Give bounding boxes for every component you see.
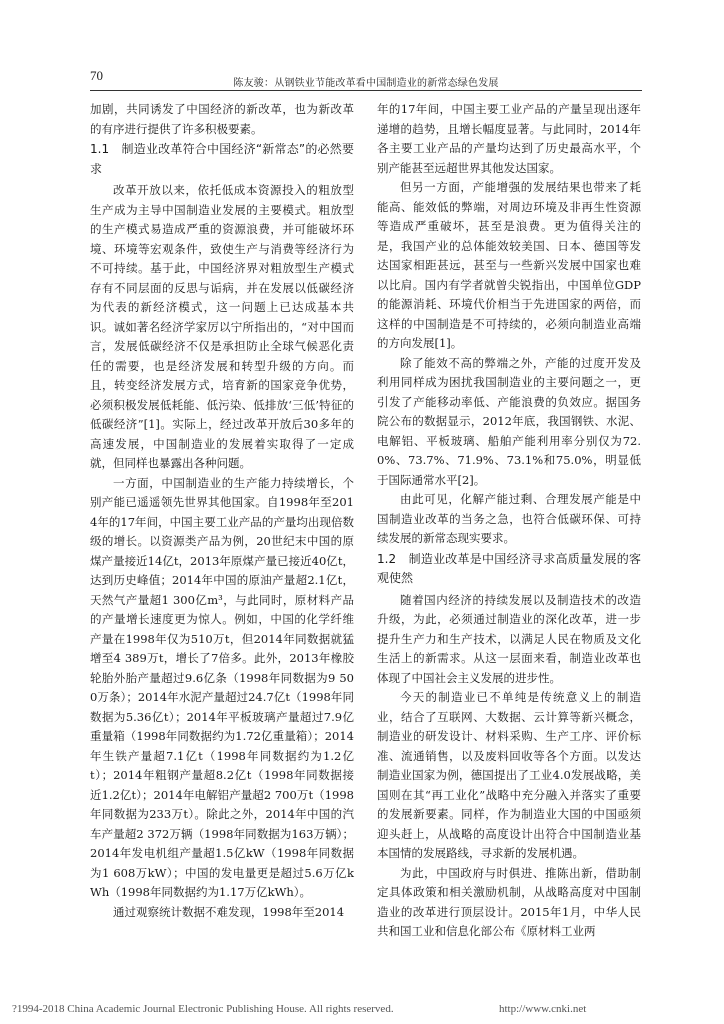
paragraph: 加剧，共同诱发了中国经济的新改革，也为新改革的有序进行提供了许多积极要素。 bbox=[90, 102, 354, 136]
paragraph: 除了能效不高的弊端之外，产能的过度开发及利用同样成为困扰我国制造业的主要问题之一，更引发了产能移动率低、产能浪费的负效应。据国务院公布的数据显示，2012年底，我国钢铁、水泥、电解铝、平板玻璃、船舶产能利用率分别仅为72.0%、73.7%、71.9%、73.1%和75.0%，明显低于国际通常水平[2]。 bbox=[377, 355, 641, 487]
paragraph: 今天的制造业已不单纯是传统意义上的制造业，结合了互联网、大数据、云计算等新兴概念，制造业的研发设计、材料采购、生产工序、评价标准、流通销售，以及废料回收等各个方面。以发达制造业国家为例，德国提出了工业4.0发展战略，美国则在其“再工业化”战略中充分融入并落实了重要的发展新要素。同样，作为制造业大国的中国亟须迎头赶上，从战略的高度设计出符合中国制造业基本国情的发展路线，寻求新的发展机遇。 bbox=[377, 690, 641, 860]
right-column bbox=[377, 100, 641, 942]
footer-url[interactable]: http://www.cnki.net bbox=[499, 1003, 587, 1015]
paragraph: 但另一方面，产能增强的发展结果也带来了耗能高、能效低的弊端，对周边环境及非再生性资源等造成严重破坏，甚至是浪费。更为值得关注的是，我国产业的总体能效较美国、日本、德国等发达国家相距甚远，甚至与一些新兴发展中国家也难以比肩。国内有学者就曾尖锐指出，中国单位GDP的能源消耗、环境代价相当于先进国家的两倍，而这样的中国制造是不可持续的，必须向制造业高端的方向发展[1]。 bbox=[377, 180, 641, 350]
paragraph: 一方面，中国制造业的生产能力持续增长，个别产能已遥遥领先世界其他国家。自1998年至2014年的17年间，中国主要工业产品的产量均出现倍数级的增长。以资源类产品为例，20世纪末中国的原煤产量接近14亿t，2013年原煤产量已接近40亿t，达到历史峰值；2014年中国的原油产量超2.1亿t，天然气产量超1 300亿m³，与此同时，原材料产品的产量增长速度更为惊人。例如，中国的化学纤维产量在1998年仅为510万t，但2014年同数据就猛增至4 389万t，增长了7倍多。此外，2013年橡胶轮胎外胎产量超过9.6亿条（1998年同数据为9 500万条）；2014年水泥产量超过24.7亿t（1998年同数据为5.36亿t）；2014年平板玻璃产量超过7.9亿重量箱（1998年同数据约为1.72亿重量箱）；2014年生铁产量超7.1亿t（1998年同数据约为1.2亿t）；2014年粗钢产量超8.2亿t（1998年同数据接近1.2亿t）；2014年电解铝产量超2 700万t（1998年同数据为233万t）。除此之外，2014年中国的汽车产量超2 372万辆（1998年同数据为163万辆）；2014年发电机组产量超1.5亿kW（1998年同数据为1 608万kW）；中国的发电量更是超过5.6万亿kWh（1998年同数据约为1.17万亿kWh）。 bbox=[90, 475, 354, 899]
paragraph: 由此可见，化解产能过剩、合理发展产能是中国制造业改革的当务之急，也符合低碳环保、可持续发展的新常态现实要求。 bbox=[377, 492, 641, 545]
paragraph: 为此，中国政府与时俱进、推陈出新，借助制定具体政策和相关激励机制，从战略高度对中国制造业的改革进行顶层设计。2015年1月，中华人民共和国工业和信息化部公布《原材料工业两 bbox=[377, 865, 641, 938]
page-number: 70 bbox=[90, 68, 103, 83]
paragraph: 随着国内经济的持续发展以及制造技术的改造升级，为此，必须通过制造业的深化改革，进一步提升生产力和生产技术，以满足人民在物质及文化生活上的新需求。从这一层面来看，制造业改革也体现了中国社会主义发展的进步性。 bbox=[377, 592, 641, 685]
running-header bbox=[90, 68, 642, 91]
page-footer bbox=[12, 1003, 587, 1015]
paragraph: 改革开放以来，依托低成本资源投入的粗放型生产成为主导中国制造业发展的主要模式。粗放型的生产模式易造成严重的资源浪费，并可能破坏环境、环境等宏观条件，致使生产与消费等经济行为不可持续。基于此，中国经济界对粗放型生产模式存有不同层面的反思与诟病，并在发展以低碳经济为代表的新经济模式，这一问题上已达成基本共识。诚如著名经济学家厉以宁所指出的，“对中国而言，发展低碳经济不仅是承担防止全球气候恶化责任的需要，也是经济发展和转型升级的方向。而且，转变经济发展方式，培育新的国家竞争优势，必须积极发展低耗能、低污染、低排放‘三低’特征的低碳经济”[1]。实际上，经过改革开放后30多年的高速发展，中国制造业的发展着实取得了一定成就，但同样也暴露出各种问题。 bbox=[90, 183, 354, 470]
paragraph: 年的17年间，中国主要工业产品的产量呈现出逐年递增的趋势，且增长幅度显著。与此同时，2014年各主要工业产品的产量均达到了历史最高水平，个别产能甚至远超世界其他发达国家。 bbox=[377, 102, 641, 175]
section-heading-1-1: 1.1 制造业改革符合中国经济“新常态”的必然要求 bbox=[90, 142, 354, 176]
section-heading-1-2: 1.2 制造业改革是中国经济寻求高质量发展的客观使然 bbox=[377, 551, 641, 585]
running-title: 陈友骏：从钢铁业节能改革看中国制造业的新常态绿色发展 bbox=[233, 78, 499, 89]
left-column bbox=[90, 100, 354, 922]
copyright-notice: ?1994-2018 China Academic Journal Electronic Publishing House. All rights reserved. bbox=[12, 1003, 394, 1015]
paragraph: 通过观察统计数据不难发现，1998年至2014 bbox=[113, 904, 345, 919]
